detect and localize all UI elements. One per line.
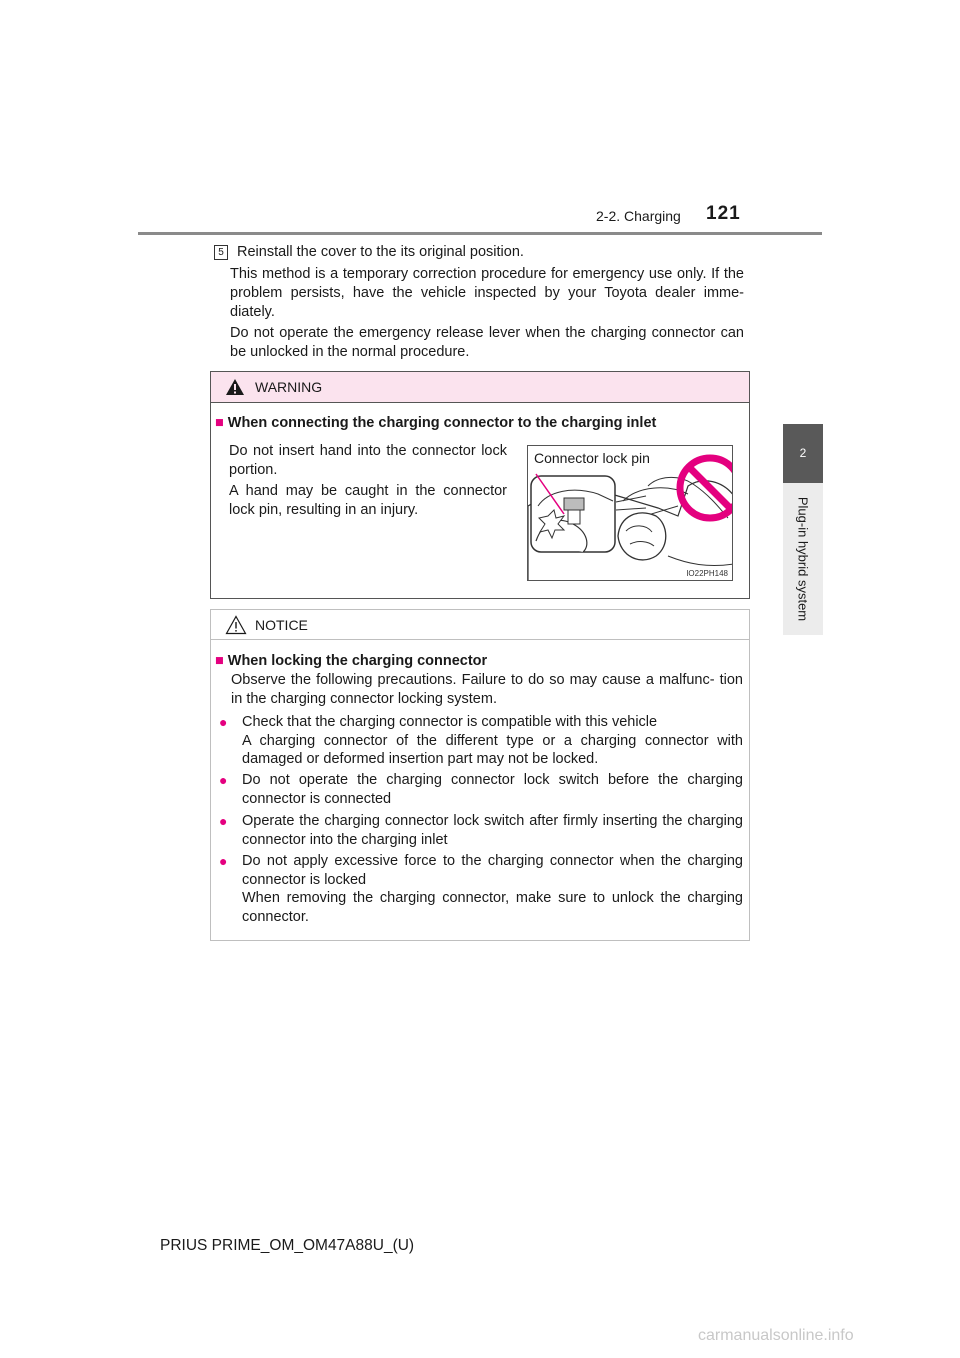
- footer-manual-code: PRIUS PRIME_OM_OM47A88U_(U): [160, 1237, 415, 1254]
- circle-bullet-icon: ●: [219, 813, 228, 829]
- bullet-1-text: A charging connector of the different type or a charging connector with damaged or deformed insertion part may not be locked.: [242, 732, 743, 767]
- square-bullet-icon: ■: [215, 653, 224, 669]
- paragraph-2: Do not operate the emergency release lever when the charging connector can be unlocked in the normal procedure.: [230, 325, 744, 360]
- notice-header: [211, 610, 749, 640]
- watermark: carmanualsonline.info: [698, 1327, 854, 1344]
- connector-figure: [527, 445, 733, 581]
- warning-box: [210, 371, 750, 599]
- notice-box: [210, 609, 750, 941]
- step-number: 5: [214, 245, 228, 260]
- notice-bullet-2: [219, 771, 743, 808]
- bullet-4-title: Do not apply excessive force to the charging connector when the charging connector is locked: [242, 853, 743, 888]
- warning-heading-text: When connecting the charging connector to the charging inlet: [227, 415, 657, 431]
- bullet-1-title: Check that the charging connector is compatible with this vehicle: [242, 714, 658, 730]
- notice-bullet-1: [219, 713, 743, 769]
- circle-bullet-icon: ●: [219, 772, 228, 788]
- header-rule: [138, 232, 822, 235]
- notice-triangle-icon: [225, 615, 247, 635]
- warning-text-2: A hand may be caught in the connector lock pin, resulting in an injury.: [229, 483, 507, 518]
- figure-label: Connector lock pin: [534, 450, 650, 466]
- side-tab: [783, 424, 823, 483]
- warning-title: WARNING: [255, 379, 323, 395]
- figure-code: IO22PH148: [686, 569, 728, 578]
- notice-bullet-3: [219, 812, 743, 849]
- warning-triangle-icon: [225, 378, 245, 396]
- bullet-2-text: Do not operate the charging connector lock switch before the charging connector is connected: [242, 772, 743, 807]
- circle-bullet-icon: ●: [219, 714, 228, 730]
- notice-heading: [215, 653, 487, 669]
- warning-text-1: Do not insert hand into the connector lock portion.: [229, 443, 507, 478]
- notice-heading-text: When locking the charging connector: [227, 653, 488, 669]
- side-tab-number: 2: [799, 446, 807, 460]
- side-tab-label: Plug-in hybrid system: [795, 496, 811, 622]
- notice-bullet-4: [219, 852, 743, 926]
- step-5: [214, 242, 744, 262]
- page-number: 121: [706, 203, 741, 224]
- connector-illustration: [528, 446, 733, 581]
- warning-heading: [215, 415, 656, 431]
- circle-bullet-icon: ●: [219, 853, 228, 869]
- step-text: Reinstall the cover to the its original position.: [237, 244, 524, 260]
- square-bullet-icon: ■: [215, 415, 224, 431]
- notice-paragraph: Observe the following precautions. Failure to do so may cause a malfunc- tion in the charging connector locking system.: [231, 672, 743, 707]
- bullet-3-text: Operate the charging connector lock switch after firmly inserting the charging connector into the charging inlet: [242, 813, 743, 848]
- notice-title: NOTICE: [255, 616, 308, 633]
- warning-header: [211, 372, 749, 403]
- paragraph-1: This method is a temporary correction procedure for emergency use only. If the problem persists, have the vehicle inspected by your Toyota dealer imme- diately.: [230, 266, 744, 320]
- header-section: 2-2. Charging: [596, 208, 681, 224]
- bullet-4-text: When removing the charging connector, make sure to unlock the charging connector.: [242, 890, 743, 925]
